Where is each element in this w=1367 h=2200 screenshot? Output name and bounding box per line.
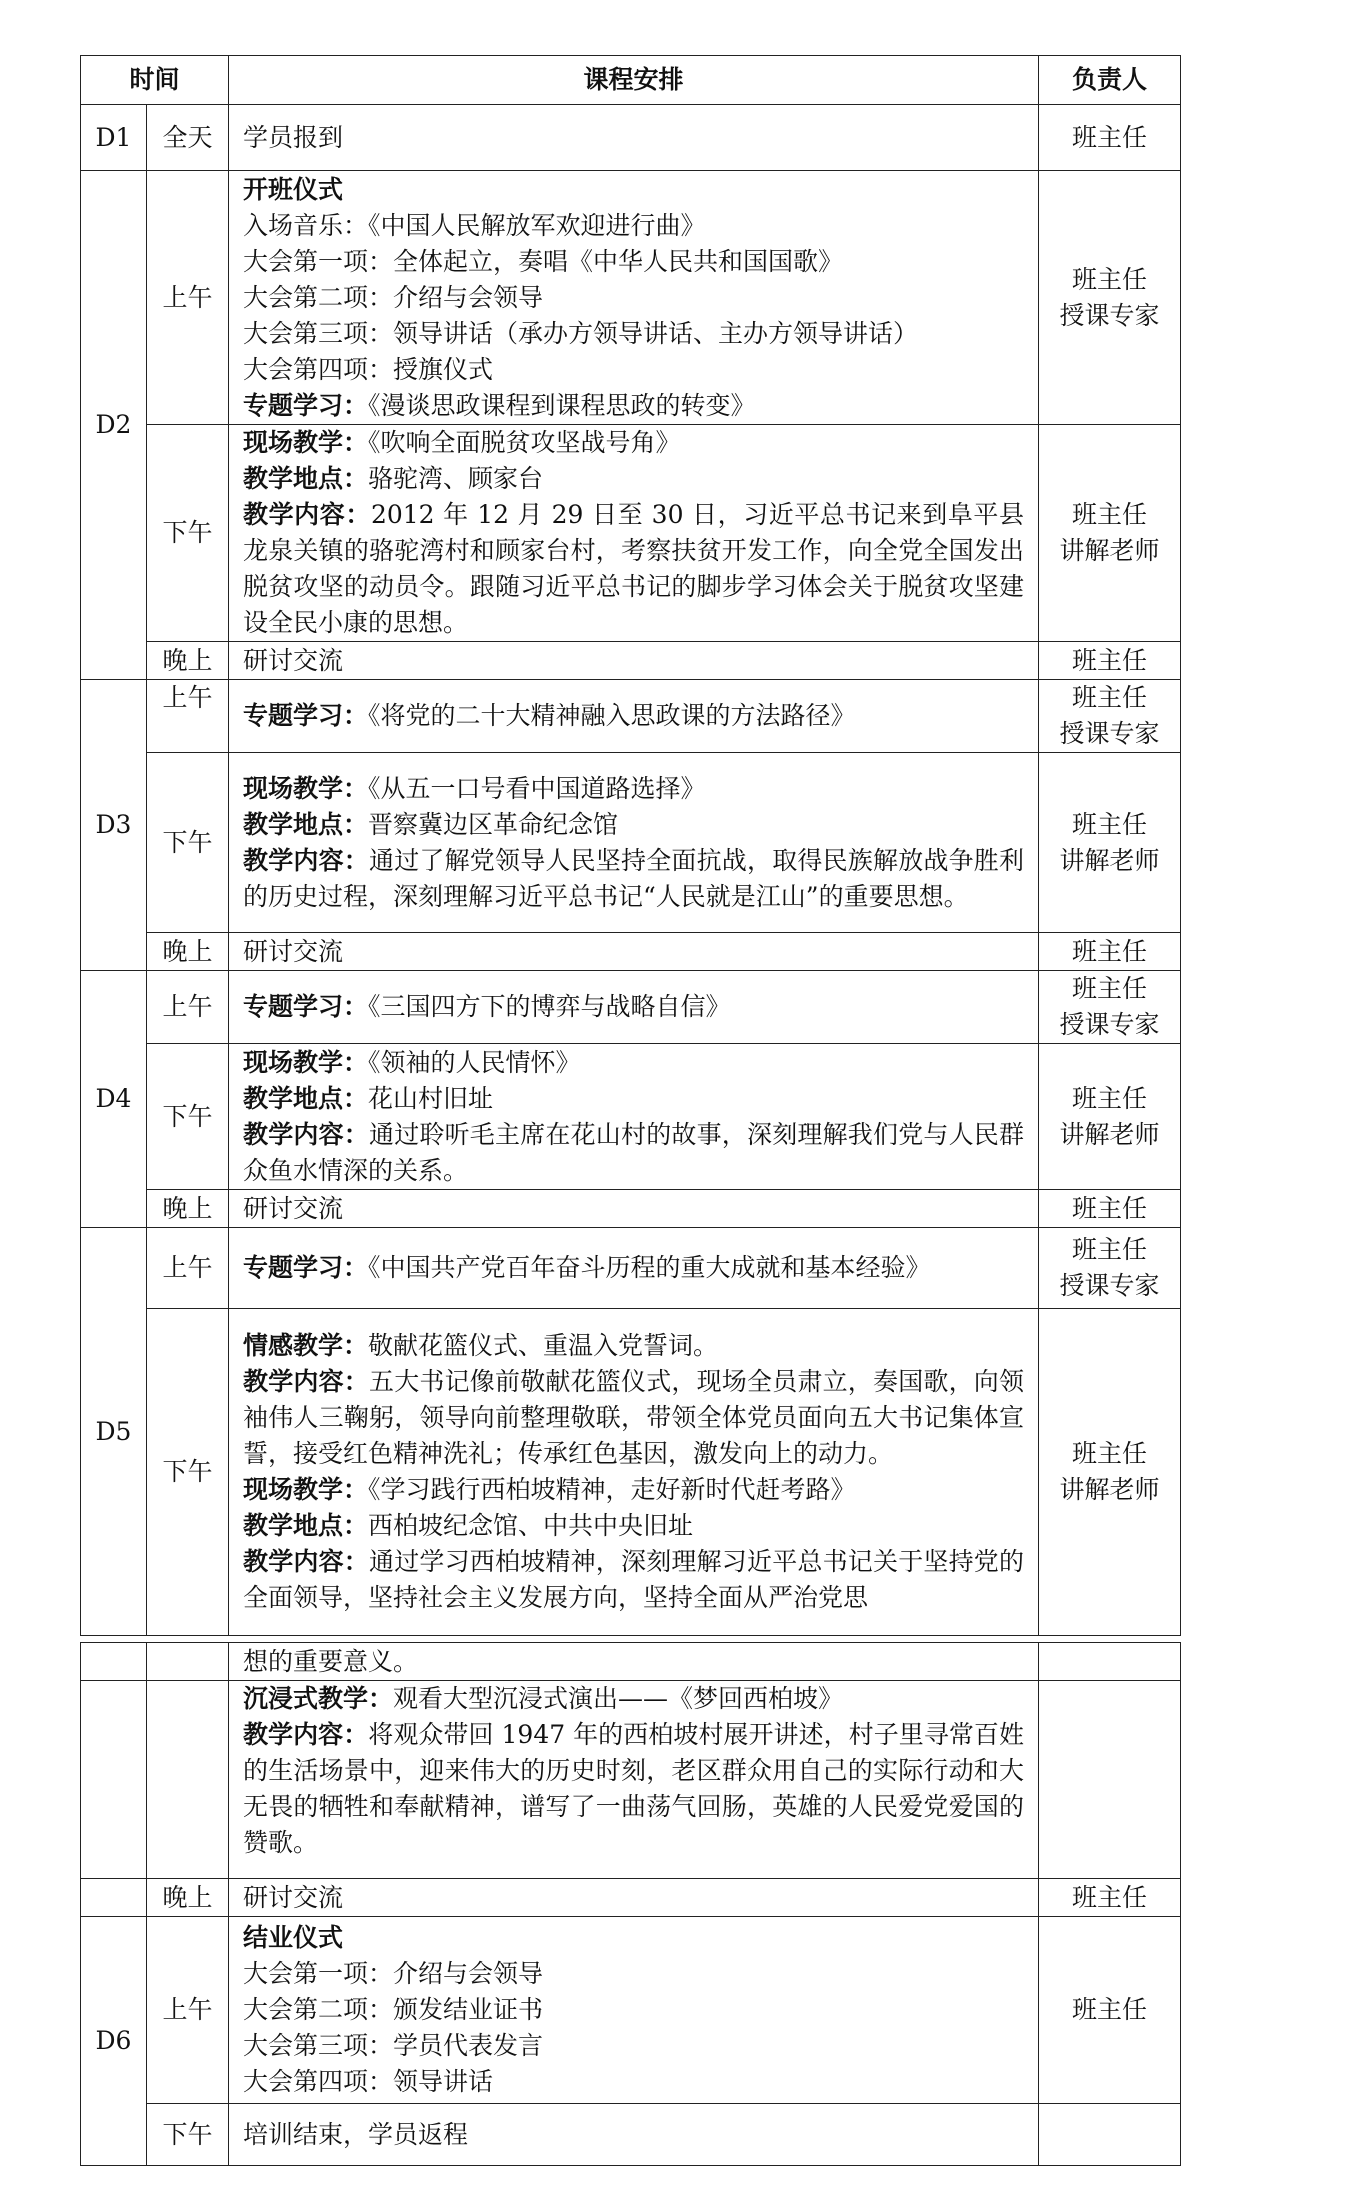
d4-pm-place: 教学地点：花山村旧址 bbox=[243, 1083, 494, 1113]
d5-pm-field: 现场教学：《学习践行西柏坡精神，走好新时代赶考路》 bbox=[243, 1475, 856, 1504]
d3-pm-period: 下午 bbox=[147, 753, 229, 933]
d4-pm-field: 现场教学：《领袖的人民情怀》 bbox=[243, 1047, 581, 1077]
d2-pm-field: 现场教学：《吹响全面脱贫攻坚战号角》 bbox=[243, 428, 681, 457]
p2-eve-owner: 班主任 bbox=[1039, 1879, 1181, 1917]
d4-am-period: 上午 bbox=[147, 971, 229, 1044]
d6-am-item4: 大会第四项：领导讲话 bbox=[243, 2067, 494, 2096]
d5-pm-period: 下午 bbox=[147, 1309, 229, 1636]
header-course: 课程安排 bbox=[229, 56, 1039, 105]
d2-pm-owner: 班主任 讲解老师 bbox=[1039, 425, 1181, 642]
d6-am-content bbox=[229, 1917, 1039, 2104]
d2-eve-owner: 班主任 bbox=[1039, 642, 1181, 680]
immersive-row bbox=[81, 1681, 1181, 1879]
immersive-period-cell bbox=[147, 1681, 229, 1879]
d2-am-item3: 大会第三项：领导讲话（承办方领导讲话、主办方领导讲话） bbox=[243, 318, 919, 348]
d3-eve-content: 研讨交流 bbox=[229, 933, 1039, 971]
schedule-table-page1 bbox=[80, 55, 1181, 1636]
d4-pm-content bbox=[229, 1044, 1039, 1190]
immersive-content bbox=[229, 1681, 1039, 1879]
d5-pm-row bbox=[81, 1309, 1181, 1636]
d6-am-item3: 大会第三项：学员代表发言 bbox=[243, 2031, 544, 2060]
d2-am-music: 入场音乐：《中国人民解放军欢迎进行曲》 bbox=[243, 210, 706, 240]
header-row bbox=[81, 56, 1181, 105]
d6-pm-owner bbox=[1039, 2104, 1181, 2166]
d4-eve-row bbox=[81, 1190, 1181, 1228]
d4-eve-content: 研讨交流 bbox=[229, 1190, 1039, 1228]
d3-pm-content bbox=[229, 753, 1039, 933]
d2-day: D2 bbox=[81, 171, 147, 680]
d5-cont-content: 想的重要意义。 bbox=[229, 1643, 1039, 1681]
d2-am-row bbox=[81, 171, 1181, 425]
d6-am-item2: 大会第二项：颁发结业证书 bbox=[243, 1995, 544, 2024]
d1-content: 学员报到 bbox=[229, 105, 1039, 171]
d6-pm-period: 下午 bbox=[147, 2104, 229, 2166]
d2-pm-place: 教学地点：骆驼湾、顾家台 bbox=[243, 464, 544, 493]
d4-pm-detail: 教学内容：通过聆听毛主席在花山村的故事，深刻理解我们党与人民群众鱼水情深的关系。 bbox=[243, 1119, 1024, 1185]
d4-am-content: 专题学习：《三国四方下的博弈与战略自信》 bbox=[229, 971, 1039, 1044]
d6-am-item1: 大会第一项：介绍与会领导 bbox=[243, 1959, 544, 1988]
d4-am-owner: 班主任 授课专家 bbox=[1039, 971, 1181, 1044]
d4-pm-row bbox=[81, 1044, 1181, 1190]
d1-row bbox=[81, 105, 1181, 171]
d2-am-period: 上午 bbox=[147, 171, 229, 425]
d2-am-study: 专题学习：《漫谈思政课程到课程思政的转变》 bbox=[243, 390, 756, 420]
d3-pm-field: 现场教学：《从五一口号看中国道路选择》 bbox=[243, 773, 706, 803]
d2-am-title: 开班仪式 bbox=[243, 174, 344, 204]
d6-am-title: 结业仪式 bbox=[243, 1923, 344, 1952]
d3-pm-owner: 班主任 讲解老师 bbox=[1039, 753, 1181, 933]
d6-am-row bbox=[81, 1917, 1181, 2104]
d2-eve-row bbox=[81, 642, 1181, 680]
d3-pm-place: 教学地点：晋察冀边区革命纪念馆 bbox=[243, 809, 619, 839]
d4-day: D4 bbox=[81, 971, 147, 1228]
d2-am-item4: 大会第四项：授旗仪式 bbox=[243, 354, 494, 384]
d2-am-item2: 大会第二项：介绍与会领导 bbox=[243, 282, 544, 312]
d6-am-owner: 班主任 bbox=[1039, 1917, 1181, 2104]
d1-day: D1 bbox=[81, 105, 147, 171]
d6-pm-row bbox=[81, 2104, 1181, 2166]
d5-pm-emotion: 情感教学：敬献花篮仪式、重温入党誓词。 bbox=[243, 1331, 719, 1360]
d3-am-owner: 班主任 授课专家 bbox=[1039, 680, 1181, 753]
d3-eve-row bbox=[81, 933, 1181, 971]
d1-period: 全天 bbox=[147, 105, 229, 171]
immersive-day-cell bbox=[81, 1681, 147, 1879]
cont-period-cell bbox=[147, 1643, 229, 1681]
d5-pm-place: 教学地点：西柏坡纪念馆、中共中央旧址 bbox=[243, 1511, 694, 1540]
immersive-title: 沉浸式教学：观看大型沉浸式演出——《梦回西柏坡》 bbox=[243, 1684, 844, 1713]
d2-pm-row bbox=[81, 425, 1181, 642]
d2-eve-content: 研讨交流 bbox=[229, 642, 1039, 680]
schedule-table-page2 bbox=[80, 1642, 1181, 2166]
d3-pm-detail: 教学内容：通过了解党领导人民坚持全面抗战，取得民族解放战争胜利的历史过程，深刻理解习近平总书记“人民就是江山”的重要思想。 bbox=[243, 845, 1024, 911]
d5-pm-content bbox=[229, 1309, 1039, 1636]
p2-eve-period: 晚上 bbox=[147, 1879, 229, 1917]
d3-eve-owner: 班主任 bbox=[1039, 933, 1181, 971]
d2-pm-period: 下午 bbox=[147, 425, 229, 642]
d2-eve-period: 晚上 bbox=[147, 642, 229, 680]
d3-am-period: 上午 bbox=[147, 680, 229, 753]
d2-am-item1: 大会第一项：全体起立，奏唱《中华人民共和国国歌》 bbox=[243, 246, 844, 276]
p2-eve-day-cell bbox=[81, 1879, 147, 1917]
d4-pm-period: 下午 bbox=[147, 1044, 229, 1190]
cont-day-cell bbox=[81, 1643, 147, 1681]
immersive-detail: 教学内容：将观众带回 1947 年的西柏坡村展开讲述，村子里寻常百姓的生活场景中，迎来伟大的历史时刻，老区群众用自己的实际行动和大无畏的牺牲和奉献精神，谱写了一曲荡气回肠，英雄的人民爱党爱国的赞歌。 bbox=[243, 1720, 1024, 1857]
d5-am-row bbox=[81, 1228, 1181, 1309]
d5-pm-detail2: 教学内容：通过学习西柏坡精神，深刻理解习近平总书记关于坚持党的全面领导，坚持社会主义发展方向，坚持全面从严治党思 bbox=[243, 1547, 1024, 1612]
d2-am-owner: 班主任 授课专家 bbox=[1039, 171, 1181, 425]
d3-am-content: 专题学习：《将党的二十大精神融入思政课的方法路径》 bbox=[229, 680, 1039, 753]
d4-pm-owner: 班主任 讲解老师 bbox=[1039, 1044, 1181, 1190]
d4-eve-owner: 班主任 bbox=[1039, 1190, 1181, 1228]
d3-pm-row bbox=[81, 753, 1181, 933]
header-time: 时间 bbox=[81, 56, 229, 105]
d3-day: D3 bbox=[81, 680, 147, 971]
p2-eve-content: 研讨交流 bbox=[229, 1879, 1039, 1917]
d5-pm-owner: 班主任 讲解老师 bbox=[1039, 1309, 1181, 1636]
d2-pm-detail: 教学内容：2012 年 12 月 29 日至 30 日，习近平总书记来到阜平县龙泉关镇的骆驼湾村和顾家台村，考察扶贫开发工作，向全党全国发出脱贫攻坚的动员令。跟随习近平总书记的脚步学习体会关于脱贫攻坚建设全民小康的思想。 bbox=[243, 500, 1025, 637]
d6-am-period: 上午 bbox=[147, 1917, 229, 2104]
d5-day: D5 bbox=[81, 1228, 147, 1636]
d6-day: D6 bbox=[81, 1917, 147, 2166]
d1-owner: 班主任 bbox=[1039, 105, 1181, 171]
d6-pm-content: 培训结束，学员返程 bbox=[229, 2104, 1039, 2166]
d5-pm-detail1: 教学内容：五大书记像前敬献花篮仪式，现场全员肃立，奏国歌，向领袖伟人三鞠躬，领导向前整理敬联，带领全体党员面向五大书记集体宣誓，接受红色精神洗礼；传承红色基因，激发向上的动力。 bbox=[243, 1367, 1025, 1468]
d4-eve-period: 晚上 bbox=[147, 1190, 229, 1228]
d2-am-content bbox=[229, 171, 1039, 425]
immersive-owner-cell bbox=[1039, 1681, 1181, 1879]
d5-am-content: 专题学习：《中国共产党百年奋斗历程的重大成就和基本经验》 bbox=[229, 1228, 1039, 1309]
cont-owner-cell bbox=[1039, 1643, 1181, 1681]
d2-pm-content bbox=[229, 425, 1039, 642]
d5-am-owner: 班主任 授课专家 bbox=[1039, 1228, 1181, 1309]
d4-am-row bbox=[81, 971, 1181, 1044]
header-owner: 负责人 bbox=[1039, 56, 1181, 105]
d3-eve-period: 晚上 bbox=[147, 933, 229, 971]
p2-eve-row bbox=[81, 1879, 1181, 1917]
d5-am-period: 上午 bbox=[147, 1228, 229, 1309]
d5-cont-row bbox=[81, 1643, 1181, 1681]
d3-am-row bbox=[81, 680, 1181, 753]
